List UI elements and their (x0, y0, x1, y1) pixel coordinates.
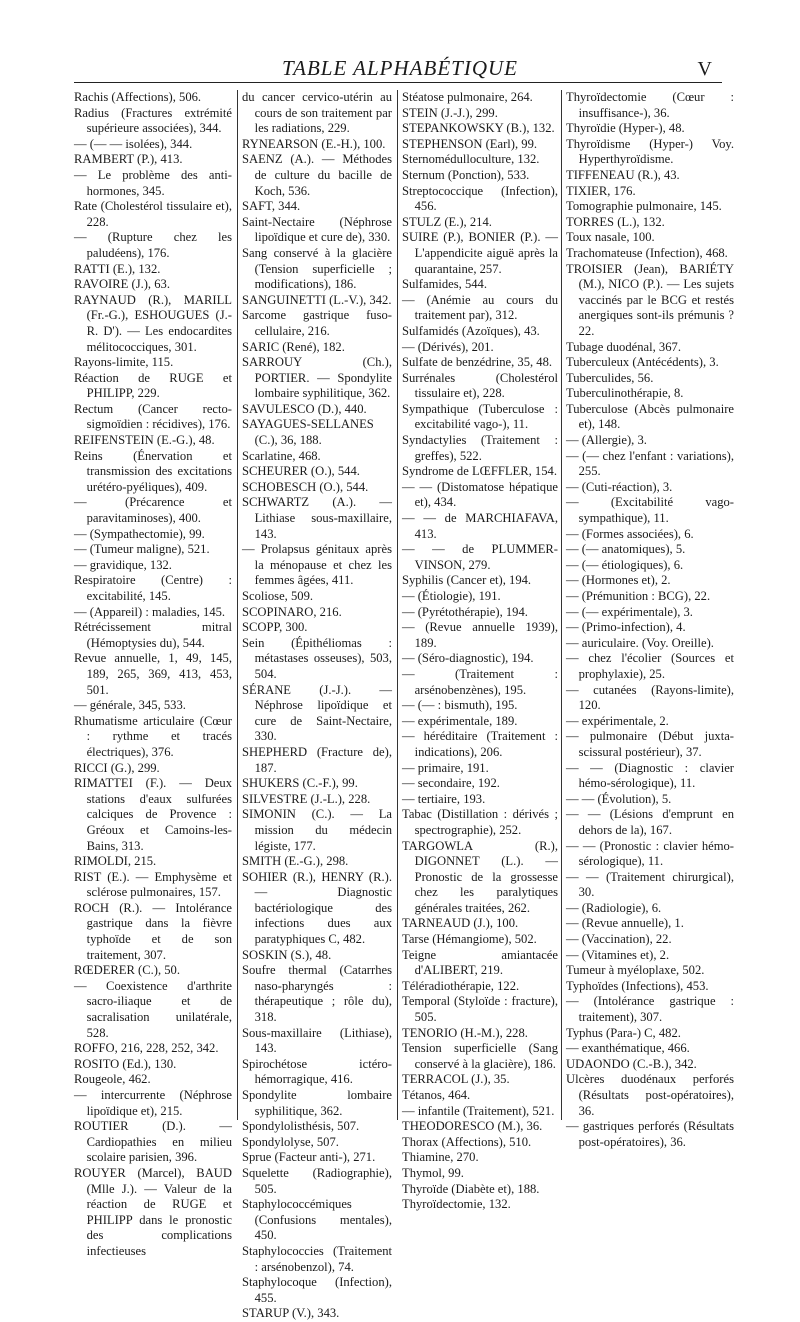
index-entry: — (— chez l'enfant : variations), 255. (566, 448, 734, 479)
index-entry: — gravidique, 132. (74, 557, 172, 572)
index-entry: Radius (Fractures extrémité supérieure associées), 344. (74, 105, 232, 136)
index-entry: SCHWARTZ (A.). — Lithiase sous-maxillaire, 143. (242, 495, 392, 541)
index-entry: Thyroïdisme (Hyper-) Voy. Hyperthyroïdisme. (566, 136, 734, 167)
index-entry: Sarcome gastrique fuso-cellulaire, 216. (242, 308, 392, 338)
index-entry: SAENZ (A.). — Méthodes de culture du bacille de Koch, 536. (242, 152, 392, 198)
index-entry: Saint-Nectaire (Néphrose lipoïdique et cure de), 330. (242, 214, 392, 245)
index-entry: TERRACOL (J.), 35. (402, 1072, 510, 1087)
index-entry: Sympathique (Tuberculose : excitabilité vago-), 11. (402, 401, 558, 432)
column-divider (237, 90, 238, 1120)
index-entry: — intercurrente (Néphrose lipoïdique et), 215. (74, 1088, 232, 1118)
index-entry: SCHOBESCH (O.), 544. (242, 479, 369, 494)
index-entry: — (Pyrétothérapie), 194. (402, 604, 528, 619)
index-column-4 (566, 90, 734, 1149)
index-entry: — (— : bismuth), 195. (402, 698, 518, 713)
index-entry: Typhoïdes (Infections), 453. (566, 978, 709, 993)
index-entry: SHUKERS (C.-F.), 99. (242, 776, 358, 791)
index-entry: Scoliose, 509. (242, 589, 314, 603)
index-entry: RATTI (E.), 132. (74, 261, 161, 276)
index-entry: Thorax (Affections), 510. (402, 1134, 532, 1149)
index-entry: ROUTIER (D.). — Cardiopathies en milieu scolaire parisien, 396. (74, 1119, 232, 1165)
index-entry: ROUYER (Marcel), BAUD (Mlle J.). — Valeur de la réaction de RUGE et PHILIPP dans le pronostic des complications infectieuses (74, 1165, 232, 1258)
index-entry: REIFENSTEIN (E.-G.), 48. (74, 433, 215, 448)
index-entry: — (Prémunition : BCG), 22. (566, 589, 711, 603)
index-entry: SANGUINETTI (L.-V.), 342. (242, 292, 392, 307)
index-entry: — expérimentale, 189. (402, 713, 518, 728)
index-entry: — (Revue annuelle), 1. (566, 916, 684, 931)
index-entry: RŒDERER (C.), 50. (74, 963, 181, 978)
index-entry: Téléradiothérapie, 122. (402, 978, 520, 993)
index-entry: SAYAGUES-SELLANES (C.), 36, 188. (242, 417, 374, 448)
index-entry: TENORIO (H.-M.), 228. (402, 1025, 528, 1040)
index-entry: SMITH (E.-G.), 298. (242, 854, 349, 869)
index-entry: — Coexistence d'arthrite sacro-iliaque et de sacralisation unilatérale, 528. (74, 978, 232, 1040)
index-entry: — — (Pronostic : clavier hémo-sérologique), 11. (566, 838, 734, 869)
index-entry: Sternum (Ponction), 533. (402, 167, 530, 182)
index-entry: — (Rupture chez les paludéens), 176. (74, 230, 232, 260)
index-entry: STARUP (V.), 343. (242, 1306, 340, 1321)
index-entry: Temporal (Styloïde : fracture), 505. (402, 994, 558, 1025)
index-entry: Sulfamidés (Azoïques), 43. (402, 323, 540, 338)
index-entry: — (Hormones et), 2. (566, 573, 671, 588)
index-entry: STEPANKOWSKY (B.), 132. (402, 121, 555, 136)
index-columns (74, 90, 734, 1321)
index-entry: ROSITO (Ed.), 130. (74, 1056, 177, 1071)
index-entry: SHEPHERD (Fracture de), 187. (242, 744, 392, 775)
index-entry: RIST (E.). — Emphysème et sclérose pulmonaires, 157. (74, 869, 232, 900)
index-entry: RAVOIRE (J.), 63. (74, 277, 170, 292)
index-entry: Scarlatine, 468. (242, 448, 321, 463)
index-entry: — (— — isolées), 344. (74, 136, 193, 151)
index-entry: — (Séro-diagnostic), 194. (402, 651, 534, 666)
index-entry: — gastriques perforés (Résultats post-opératoires), 36. (566, 1119, 734, 1149)
column-divider (397, 90, 398, 1120)
index-entry: Sternomédulloculture, 132. (402, 152, 540, 167)
index-entry: Rate (Cholestérol tissulaire et), 228. (74, 199, 232, 229)
index-entry: Respiratoire (Centre) : excitabilité, 145. (74, 573, 232, 603)
index-entry: — infantile (Traitement), 521. (402, 1103, 555, 1118)
index-entry: Tuberculinothérapie, 8. (566, 386, 684, 401)
index-entry: Thiamine, 270. (402, 1150, 479, 1165)
index-entry: — expérimentale, 2. (566, 713, 669, 728)
index-entry: du cancer cervico-utérin au cours de son traitement par les radiations, 229. (242, 90, 392, 136)
index-entry: SIMONIN (C.). — La mission du médecin légiste, 177. (242, 807, 392, 853)
index-entry: — secondaire, 192. (402, 776, 500, 791)
index-entry: — exanthématique, 466. (566, 1041, 690, 1056)
index-entry: — (Traitement : arsénobenzènes), 195. (402, 666, 558, 697)
index-entry: — (Primo-infection), 4. (566, 620, 686, 635)
index-entry: RICCI (G.), 299. (74, 760, 160, 775)
index-entry: SUIRE (P.), BONIER (P.). — L'appendicite aiguë après la quarantaine, 257. (402, 230, 558, 276)
index-entry: — — de PLUMMER-VINSON, 279. (402, 542, 558, 572)
index-entry: SAVULESCO (D.), 440. (242, 401, 367, 416)
index-entry: TARNEAUD (J.), 100. (402, 916, 519, 931)
index-entry: SAFT, 344. (242, 199, 301, 214)
index-entry: — (— étiologiques), 6. (566, 557, 684, 572)
index-entry: STULZ (E.), 214. (402, 214, 492, 229)
index-entry: RIMOLDI, 215. (74, 854, 157, 869)
index-entry: RIMATTEI (F.). — Deux stations d'eaux sulfurées calciques de Provence : Gréoux et Camoins-les-Bains, 313. (74, 776, 232, 853)
index-entry: — (Intolérance gastrique : traitement), 307. (566, 994, 734, 1025)
index-entry: — générale, 345, 533. (74, 698, 186, 713)
index-entry: Réaction de RUGE et PHILIPP, 229. (74, 370, 232, 401)
index-entry: Tuberculeux (Antécédents), 3. (566, 355, 719, 370)
index-entry: STEIN (J.-J.), 299. (402, 105, 498, 120)
index-entry: — cutanées (Rayons-limite), 120. (566, 682, 734, 713)
index-entry: Syphilis (Cancer et), 194. (402, 573, 532, 588)
index-entry: Spirochétose ictéro-hémorragique, 416. (242, 1056, 392, 1087)
index-entry: Ulcères duodénaux perforés (Résultats post-opératoires), 36. (566, 1072, 734, 1118)
index-entry: Syndactylies (Traitement : greffes), 522. (402, 433, 558, 463)
index-entry: Thyroïde (Diabète et), 188. (402, 1181, 540, 1196)
index-entry: SOSKIN (S.), 48. (242, 947, 332, 962)
index-entry: — (Dérivés), 201. (402, 339, 494, 354)
index-entry: Sang conservé à la glacière (Tension superficielle ; modifications), 186. (242, 245, 392, 292)
index-entry: Tuberculides, 56. (566, 370, 654, 385)
index-entry: SOHIER (R.), HENRY (R.). — Diagnostic bactériologique des infections dues aux paratyphiques C, 482. (242, 869, 392, 947)
index-entry: Thyroïdie (Hyper-), 48. (566, 121, 685, 136)
index-entry: Staphylococcémiques (Confusions mentales), 450. (242, 1197, 392, 1243)
index-entry: Toux nasale, 100. (566, 230, 655, 245)
index-entry: TIXIER, 176. (566, 183, 636, 198)
index-entry: — (Appareil) : maladies, 145. (74, 604, 226, 619)
index-entry: — chez l'écolier (Sources et prophylaxie), 25. (566, 651, 734, 681)
index-entry: TORRES (L.), 132. (566, 214, 665, 229)
index-entry: Tuberculose (Abcès pulmonaire et), 148. (566, 401, 734, 432)
index-entry: Rayons-limite, 115. (74, 355, 174, 370)
index-entry: SARROUY (Ch.), PORTIER. — Spondylite lombaire syphilitique, 362. (242, 355, 392, 401)
index-entry: — — (Distomatose hépatique et), 434. (402, 479, 558, 510)
index-entry: — (Tumeur maligne), 521. (74, 542, 210, 557)
index-entry: Syndrome de LŒFFLER, 154. (402, 464, 557, 479)
index-entry: Rougeole, 462. (74, 1072, 151, 1087)
index-entry: RAYNAUD (R.), MARILL (Fr.-G.), ESHOUGUES (J.-R. D'). — Les endocardites mélitococciques, 301. (74, 292, 232, 354)
index-entry: — (Sympathectomie), 99. (74, 526, 205, 541)
index-entry: — — de MARCHIAFAVA, 413. (402, 511, 558, 541)
index-entry: Rétrécissement mitral (Hémoptysies du), 544. (74, 620, 232, 650)
index-entry: TARGOWLA (R.), DIGONNET (L.). — Pronostic de la grossesse chez les paralytiques générales traitées, 262. (402, 838, 558, 915)
index-entry: Sprue (Facteur anti-), 271. (242, 1150, 376, 1165)
index-column-1 (74, 90, 232, 1258)
index-entry: — pulmonaire (Début juxta-scissural postérieur), 37. (566, 729, 734, 759)
index-entry: Typhus (Para-) C, 482. (566, 1025, 681, 1040)
index-entry: Staphylocoque (Infection), 455. (242, 1275, 392, 1305)
column-divider (561, 90, 562, 1120)
index-entry: Sulfamides, 544. (402, 277, 488, 292)
index-entry: Teigne amiantacée d'ALIBERT, 219. (402, 947, 558, 978)
index-entry: TROISIER (Jean), BARIÉTY (M.), NICO (P.). — Les sujets vaccinés par le BCG et restés anergiques sont-ils prémunis ? 22. (566, 261, 734, 338)
index-entry: — — (Évolution), 5. (566, 791, 672, 806)
index-entry: — Prolapsus génitaux après la ménopause et chez les femmes âgées, 411. (242, 542, 392, 588)
index-entry: — — (Traitement chirurgical), 30. (566, 869, 734, 900)
index-entry: — (Allergie), 3. (566, 433, 647, 448)
index-entry: Revue annuelle, 1, 49, 145, 189, 265, 369, 413, 453, 501. (74, 651, 232, 697)
index-column-2 (242, 90, 392, 1321)
index-entry: — (— anatomiques), 5. (566, 542, 686, 557)
index-entry: Rachis (Affections), 506. (74, 90, 202, 104)
index-entry: — primaire, 191. (402, 760, 489, 775)
index-entry: — — (Diagnostic : clavier hémo-sérologique), 11. (566, 760, 734, 791)
index-entry: Tomographie pulmonaire, 145. (566, 199, 722, 214)
index-entry: — (Formes associées), 6. (566, 526, 694, 541)
index-entry: — — (Lésions d'emprunt en dehors de la), 167. (566, 807, 734, 837)
index-entry: Spondylolisthésis, 507. (242, 1119, 360, 1134)
index-entry: Tétanos, 464. (402, 1088, 471, 1102)
index-entry: Reins (Énervation et transmission des excitations urétéro-pyéliques), 409. (74, 448, 232, 494)
index-entry: SCOPINARO, 216. (242, 604, 342, 619)
index-entry: — Le problème des anti-hormones, 345. (74, 167, 232, 198)
index-entry: SÉRANE (J.-J.). — Néphrose lipoïdique et cure de Saint-Nectaire, 330. (242, 682, 392, 744)
index-entry: Thymol, 99. (402, 1165, 464, 1180)
index-entry: — (— expérimentale), 3. (566, 604, 693, 619)
header-rule (74, 82, 722, 83)
index-entry: SILVESTRE (J.-L.), 228. (242, 791, 371, 806)
index-entry: — (Précarence et paravitaminoses), 400. (74, 495, 232, 526)
index-entry: TIFFENEAU (R.), 43. (566, 167, 680, 182)
index-entry: Tumeur à myéloplaxe, 502. (566, 963, 705, 978)
index-entry: Stéatose pulmonaire, 264. (402, 90, 533, 104)
index-entry: Rhumatisme articulaire (Cœur : rythme et tracés électriques), 376. (74, 713, 232, 759)
index-entry: — auriculaire. (Voy. Oreille). (566, 635, 714, 650)
index-entry: SARIC (René), 182. (242, 339, 345, 354)
index-entry: Squelette (Radiographie), 505. (242, 1165, 392, 1196)
index-entry: — (Vitamines et), 2. (566, 947, 670, 962)
index-entry: — (Vaccination), 22. (566, 932, 672, 947)
index-column-3 (402, 90, 558, 1212)
index-entry: Surrénales (Cholestérol tissulaire et), 228. (402, 370, 558, 401)
index-entry: Trachomateuse (Infection), 468. (566, 245, 728, 260)
index-entry: Tension superficielle (Sang conservé à la glacière), 186. (402, 1041, 558, 1071)
index-entry: Thyroïdectomie (Cœur : insuffisance-), 36. (566, 90, 734, 120)
index-entry: UDAONDO (C.-B.), 342. (566, 1056, 697, 1071)
index-entry: STEPHENSON (Earl), 99. (402, 136, 538, 151)
index-entry: Thyroïdectomie, 132. (402, 1197, 511, 1212)
index-entry: Spondylite lombaire syphilitique, 362. (242, 1088, 392, 1118)
index-entry: SCHEURER (O.), 544. (242, 464, 360, 479)
index-entry: Sein (Épithéliomas : métastases osseuses), 503, 504. (242, 635, 392, 681)
index-entry: — (Anémie au cours du traitement par), 312. (402, 292, 558, 323)
index-entry: Spondylolyse, 507. (242, 1134, 339, 1149)
index-entry: SCOPP, 300. (242, 620, 308, 635)
index-entry: — héréditaire (Traitement : indications), 206. (402, 729, 558, 759)
index-entry: RAMBERT (P.), 413. (74, 152, 183, 167)
index-entry: — (Radiologie), 6. (566, 900, 662, 915)
index-entry: Soufre thermal (Catarrhes naso-pharyngés : thérapeutique ; rôle du), 318. (242, 963, 392, 1025)
page-title: TABLE ALPHABÉTIQUE (282, 56, 518, 80)
index-entry: Streptococcique (Infection), 456. (402, 183, 558, 214)
index-entry: — (Excitabilité vago-sympathique), 11. (566, 495, 734, 526)
index-entry: — (Étiologie), 191. (402, 589, 501, 603)
index-entry: Tarse (Hémangiome), 502. (402, 932, 537, 947)
index-entry: Rectum (Cancer recto-sigmoïdien : récidives), 176. (74, 401, 232, 432)
index-entry: RYNEARSON (E.-H.), 100. (242, 136, 386, 151)
index-entry: Tubage duodénal, 367. (566, 339, 681, 354)
index-entry: — tertiaire, 193. (402, 791, 486, 806)
index-entry: Tabac (Distillation : dérivés ; spectrographie), 252. (402, 807, 558, 837)
index-entry: ROFFO, 216, 228, 252, 342. (74, 1041, 219, 1056)
page-number: V (697, 58, 712, 80)
index-entry: — (Revue annuelle 1939), 189. (402, 620, 558, 650)
index-entry: ROCH (R.). — Intolérance gastrique dans la fièvre typhoïde et de son traitement, 307. (74, 900, 232, 962)
index-entry: THEODORESCO (M.), 36. (402, 1119, 543, 1134)
index-entry: — (Cuti-réaction), 3. (566, 479, 673, 494)
index-entry: Staphylococcies (Traitement : arsénobenzol), 74. (242, 1243, 392, 1274)
index-entry: Sous-maxillaire (Lithiase), 143. (242, 1025, 392, 1056)
index-entry: Sulfate de benzédrine, 35, 48. (402, 355, 553, 370)
